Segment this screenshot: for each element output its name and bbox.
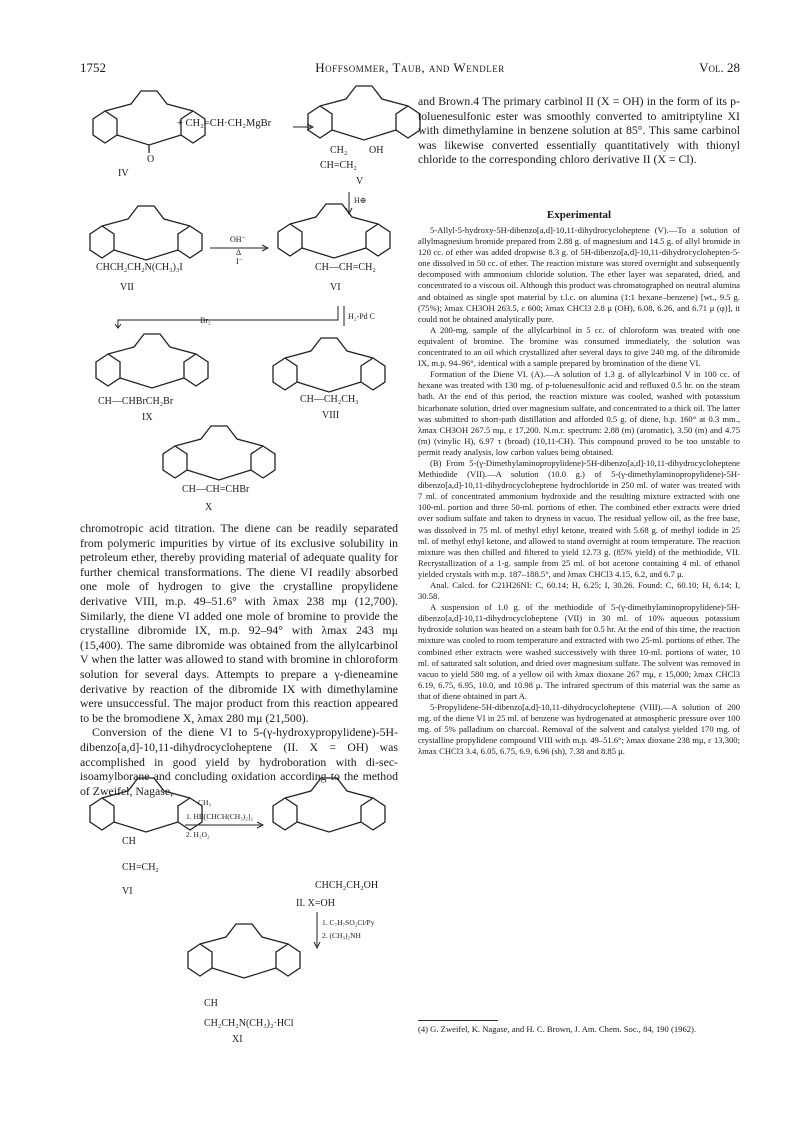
scheme1-v-structure xyxy=(310,100,420,150)
scheme1-label-iv: IV xyxy=(118,168,129,179)
paragraph: chromotropic acid titration. The diene can be readily separated from polymeric impurities by virtue of its exclusive solubility in petroleum ether, thereby providing material of adequate quality for further chemical transformations. The diene VI readily absorbed one mole of hydrogen to give the crystalline propylidene derivative VIII, m.p. 49–51.6° with λmax 238 mμ (12,700). Similarly, the diene VI added one mole of bromine to provide the crystalline dibromide IX, m.p. 92–94° with λmax 243 mμ (15,400). The same dibromide was obtained from the allylcarbinol V when the latter was allowed to stand with bromine in chloroform solution for several days. Attempts to prepare a γ-dieneamine derivative by reaction of the dibromide IX with dimethylamine were unsuccessful. The major product from this reaction appeared to be the bromodiene X, λmax 280 mμ (21,500). xyxy=(80,521,398,725)
paragraph: A 200-mg. sample of the allylcarbinol in 5 cc. of chloroform was treated with one equivalent of bromine. The bromine was consumed immediately, the solution was concentrated to an oil which crystallized after several days to give 240 mg. of the dibromide IX, m.p. 94–96°, identical with a sample prepared by bromination of the diene VI. xyxy=(418,324,740,369)
scheme2-xi-structure xyxy=(190,938,300,988)
scheme1-label-ix: IX xyxy=(142,412,153,423)
scheme1-v-ch2: CH₂ xyxy=(330,145,348,156)
scheme1-heat: Δ xyxy=(236,248,242,257)
paragraph: and Brown.4 The primary carbinol II (X = OH) in the form of its p-toluenesulfonic ester was smoothly converted to amitriptyline XI with dimethylamine in benzene solution at 85°. This same carbinol was likewise converted essentially quantitatively with thionyl chloride to the corresponding chloro derivative II (X = Cl). xyxy=(418,94,740,167)
scheme1-ix-structure xyxy=(98,348,208,398)
paragraph: 5-Allyl-5-hydroxy-5H-dibenzo[a,d]-10,11-dihydrocycloheptene (V).—To a solution of allylmagnesium bromide prepared from 2.88 g. of magnesium and 14.5 g. of allyl bromide in 120 cc. of ether was added dropwise 8.3 g. of 5H-dibenzo[a,d]-10,11-dihydrocyclohepten-5-one dissolved in 50 cc. of ether. The reaction mixture was stored overnight and subsequently decomposed with ammonium chloride solution. The ether layer was separated, dried, and concentrated to a viscous oil. Although this product was chromatographed on neutral alumina and obtained as single spot material by t.l.c. on alumina (1:1 hexane–benzene) [wt., 9.5 g. (75%); λmax CH3OH 263.5, ε 600; λmax CHCl3 2.8 μ (OH), 6.08, 6.26, and 6.71 μ (φ)], it could not be obtained analytically pure. xyxy=(418,225,740,324)
right-column-intro xyxy=(418,94,740,167)
scheme1-x-structure xyxy=(165,440,275,490)
scheme2-tosylation: 1. C₇H₇SO₂Cl/Py xyxy=(322,918,375,927)
paragraph: (B) From 5-(γ-Dimethylaminopropylidene)-5H-dibenzo[a,d]-10,11-dihydrocycloheptene Methiodide (VII).—A solution (10.0 g.) of 5-(γ-dimethylaminopropylidene)-5H-dibenzo[a,d]-10,11-dihydrocycloheptene hydrochloride in 250 ml. of water was treated with 7 ml. of concentrated ammonium hydroxide and the resulting mixture extracted with one 100-ml. portion and three 50-ml. portions of ether. The combined ether extracts were dried over sodium sulfate and taken to dryness in vacuo. The residual yellow oil, as the free base, was dissolved in 75 ml. of methyl ethyl ketone, treated with 5.68 g. of methyl iodide in 25 ml. of methyl ethyl ketone, and allowed to stand overnight at room temperature. The reaction mixture was then chilled and filtered to yield 12.73 g. (85% yield) of the methiodide, VII. Recrystallization of a 1-g. sample from 25 ml. of hot acetone containing 4 ml. of ethanol yielded crystals with m.p. 187–188.5°, and λmax CHCl3 4.15, 6.2, and 6.7 μ. xyxy=(418,457,740,579)
scheme1-iv-o: O xyxy=(147,154,155,165)
scheme1-label-vi: VI xyxy=(330,282,341,293)
scheme2-vi-ch: CH xyxy=(122,836,136,847)
scheme1-br2: Br₂ xyxy=(200,316,211,325)
paragraph: 5-Propylidene-5H-dibenzo[a,d]-10,11-dihydrocycloheptene (VIII).—A solution of 200 mg. of the diene VI in 25 ml. of benzene was hydrogenated at atmospheric pressure over 100 mg. of 5% palladium on charcoal. Removal of the solvent and catalyst yielded 170 mg. of crystalline propylidene compound VIII with m.p. 49–51.6°; λmax dioxane 238 mμ, ε 13,300; λmax CHCl3 3.4, 6.05, 6.75, 6.9, 6.96 (sh), 7.38 and 8.85 μ. xyxy=(418,702,740,757)
paragraph: Formation of the Diene VI. (A).—A solution of 1.3 g. of allylcarbinol V in 100 cc. of hexane was treated with 130 mg. of p-toluenesulfonic acid and refluxed 0.5 hr. on the steam bath. At the end of this period, the reaction mixture was cooled, washed with potassium bicarbonate solution, dried over magnesium sulfate, and concentrated to a thick oil. The latter was submitted to short-path distillation and afforded 0.5 g. of diene, b.p. 160° at 0.3 mm., λmax CH3OH 267.5 mμ, ε 17,200. N.m.r. spectrum: 2.88 (m) (aromatic), 3.50 (m) and 4.75 (m) (vinylic H), 6.97 τ (broad) (10,11-CH). This compound proved to be too unstable to permit ready analysis, low carbon values being obtained. xyxy=(418,369,740,457)
scheme1-v-oh: OH xyxy=(369,145,384,156)
scheme2-oxidation: 2. H₂O₂ xyxy=(186,830,210,839)
scheme1-v-vinyl: CH=CH₂ xyxy=(320,160,357,171)
scheme2-xi-ch: CH xyxy=(204,998,218,1009)
scheme1-label-v: V xyxy=(356,176,364,187)
scheme2-xi-chain: CH₂CH₂N(CH₃)₂·HCl xyxy=(204,1018,294,1029)
scheme1-arrow-3 xyxy=(210,245,270,251)
scheme1-x-chain: CH—CH=CHBr xyxy=(182,484,250,495)
scheme1-grignard: + CH₂=CH·CH₂MgBr xyxy=(177,118,272,129)
scheme2-arrow-2 xyxy=(312,912,322,950)
experimental-section xyxy=(418,209,740,758)
paragraph: Anal. Calcd. for C21H26NI: C, 60.14; H, 6.25; I, 30.26. Found: C, 60.10; H, 6.14; I, 30.58. xyxy=(418,580,740,602)
scheme2-vi-vinyl: CH=CH₂ xyxy=(122,862,159,873)
scheme2-ii-structure xyxy=(275,792,385,842)
scheme2-methyl: CH₃ xyxy=(198,798,212,807)
scheme1-iodide: I⁻ xyxy=(236,257,243,266)
scheme1-label-viii: VIII xyxy=(322,410,340,421)
page-number: 1752 xyxy=(80,60,106,75)
running-title: Hoffsommer, Taub, and Wendler xyxy=(315,60,505,75)
scheme2-ii-chain: CHCH₂CH₂OH xyxy=(315,880,379,891)
scheme2-label-xi: XI xyxy=(232,1034,243,1045)
footnote-text: (4) G. Zweifel, K. Nagase, and H. C. Brown, J. Am. Chem. Soc., 84, 190 (1962). xyxy=(418,1024,697,1034)
scheme2-label-ii: II. X=OH xyxy=(296,898,335,909)
footnote-rule xyxy=(418,1020,498,1021)
section-heading: Experimental xyxy=(546,209,612,221)
footnote xyxy=(418,1020,740,1035)
scheme1-viii-chain: CH—CH₂CH₃ xyxy=(300,394,359,405)
left-column-text xyxy=(80,521,398,798)
scheme1-iv-structure xyxy=(95,105,205,155)
scheme2-hydroboration: 1. HB[CHCH(CH₃)₂]₂ xyxy=(186,812,254,821)
scheme1-vi-structure xyxy=(280,218,390,268)
scheme1-label-vii: VII xyxy=(120,282,134,293)
scheme2-label-vi: VI xyxy=(122,886,133,897)
scheme1-h-plus: H⊕ xyxy=(354,196,367,205)
scheme1-branch-arrows xyxy=(98,306,348,328)
scheme1-vii-chain: CHCH₂CH₂N(CH₃)₃I xyxy=(96,262,183,273)
scheme2-arrow-1 xyxy=(185,822,265,828)
paragraph: Conversion of the diene VI to 5-(γ-hydroxypropylidene)-5H-dibenzo[a,d]-10,11-dihydrocycloheptene (II. X = OH) was accomplished in good yield by hydroboration with di-sec-isoamylborane and concluding oxidation according to the method of Zweifel, Nagase, xyxy=(80,725,398,798)
scheme1-label-x: X xyxy=(205,502,213,513)
page-header xyxy=(80,60,740,78)
scheme1-vi-allylidene: CH—CH=CH₂ xyxy=(315,262,376,273)
scheme1-hydrogenation: H₂-Pd C xyxy=(348,312,376,321)
scheme2-amination: 2. (CH₃)₂NH xyxy=(322,931,361,940)
volume-label: Vol. 28 xyxy=(699,60,740,75)
scheme1-ix-chain: CH—CHBrCH₂Br xyxy=(98,396,174,407)
paragraph: A suspension of 1.0 g. of the methiodide of 5-(γ-dimethylaminopropylidene)-5H-dibenzo[a,d]-10,11-dihydrocycloheptene (VII) in 30 ml. of 10% aqueous potassium hydroxide solution was heated on a steam bath for 0.5 hr. At the end of this time, the reaction mixture was cooled to room temperature and extracted with two 25-ml. portions of ether. The combined ether extracts were washed successively with three 10-ml. portions of water, 10 ml. of saturated salt solution, and dried over magnesium sulfate. The solvent was removed in vacuo to yield 580 mg. of a yellow oil with λmax dioxane 267 mμ, ε 15,000; λmax CHCl3 6.19, 6.75, 6.95, 10.0, and 10.98 μ. The infrared spectrum of this material was the same as that of diene obtained in part A. xyxy=(418,602,740,701)
scheme1-hydroxide: OH⁻ xyxy=(230,235,246,244)
